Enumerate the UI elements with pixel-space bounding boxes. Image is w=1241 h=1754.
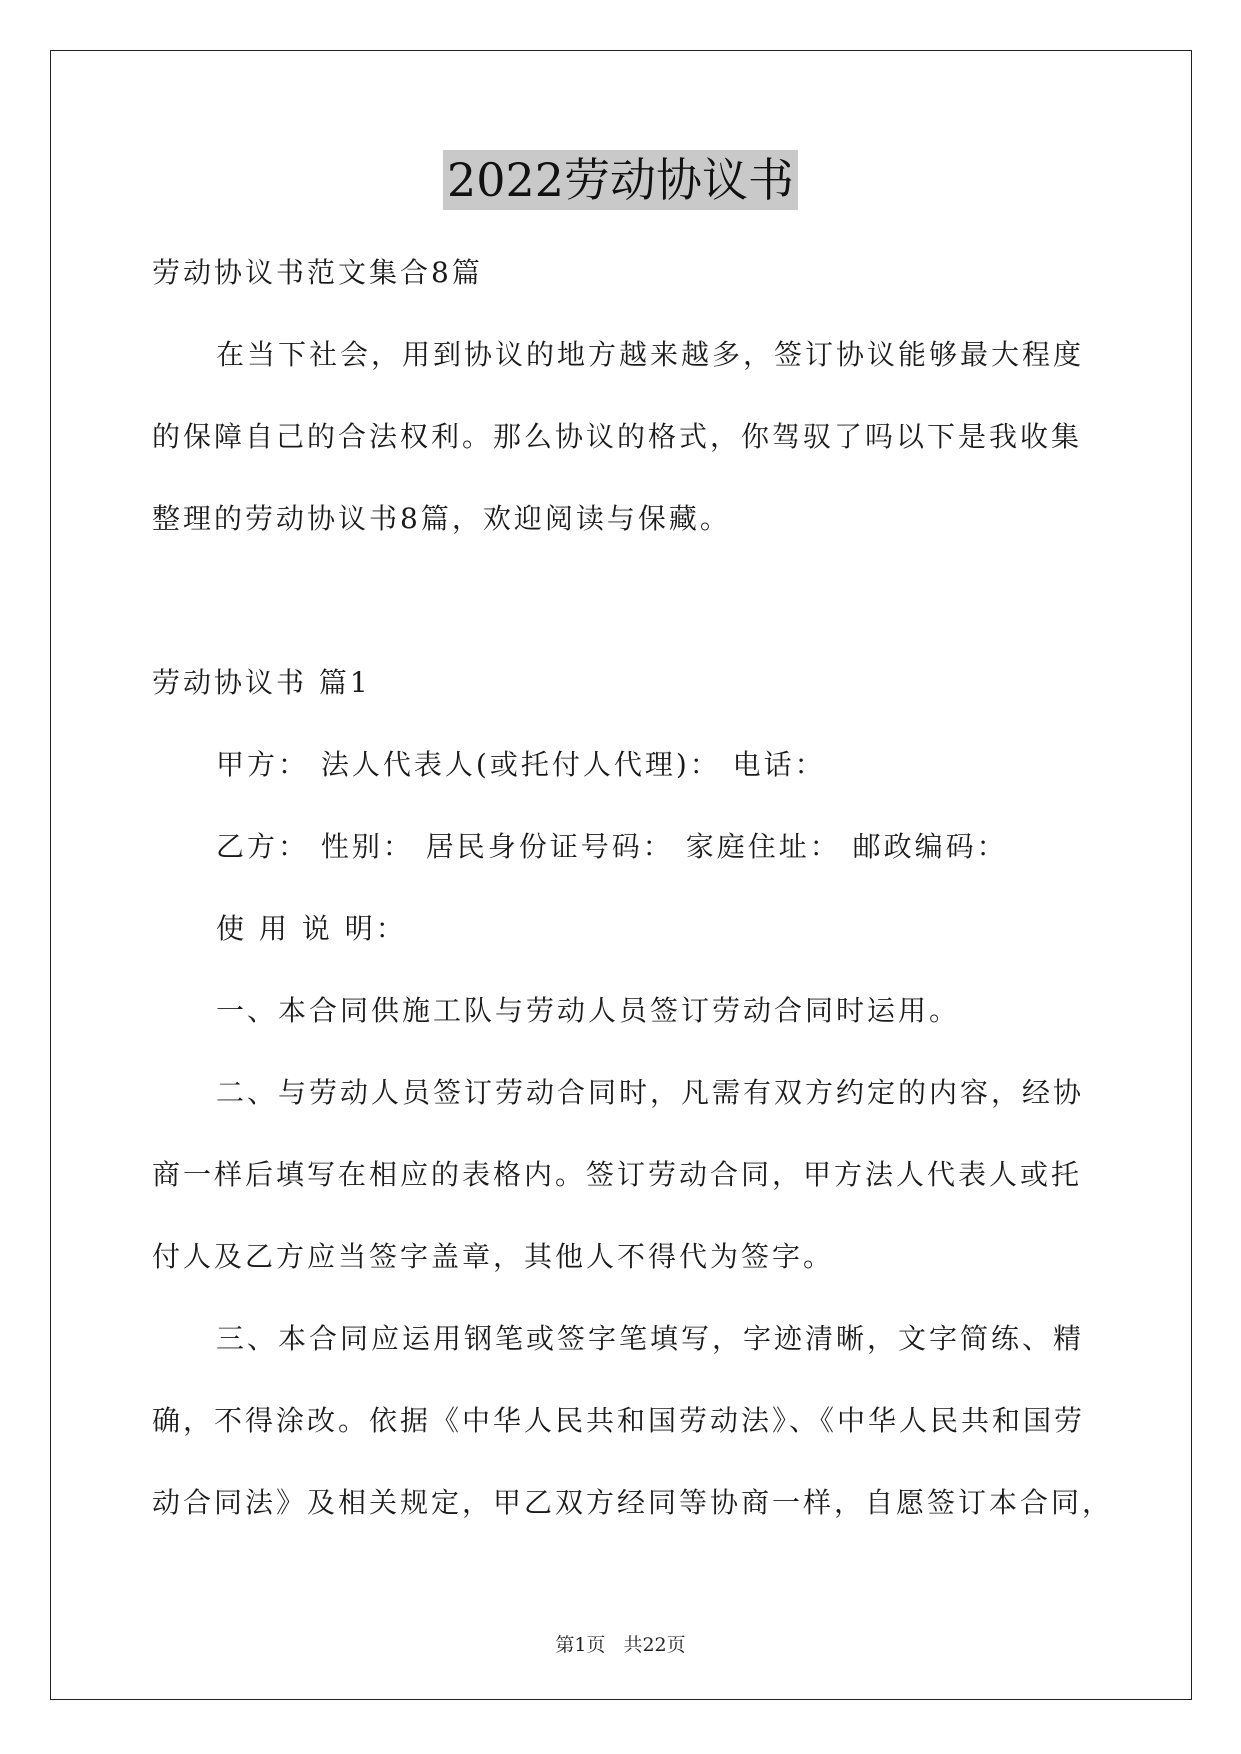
text-line: 在当下社会，用到协议的地方越来越多，签订协议能够最大程度 <box>216 338 1085 371</box>
text-line: 劳动协议书范文集合8篇 <box>152 256 483 289</box>
text-line: 付人及乙方应当签字盖章，其他人不得代为签字。 <box>152 1240 835 1273</box>
text-line: 劳动协议书 篇1 <box>152 666 371 699</box>
text-line: 甲方： 法人代表人(或托付人代理)： 电话： <box>216 748 826 781</box>
text-line: 一、本合同供施工队与劳动人员签订劳动合同时运用。 <box>216 994 961 1027</box>
blank-line <box>152 560 1097 642</box>
text-line: 整理的劳动协议书8篇，欢迎阅读与保藏。 <box>152 502 731 535</box>
text-line: 确，不得涂改。依据《中华人民共和国劳动法》、《中华人民共和国劳 <box>152 1404 1086 1437</box>
page-total: 共22页 <box>623 1634 686 1656</box>
document-body <box>152 232 1114 1544</box>
text-line: 二、与劳动人员签订劳动合同时，凡需有双方约定的内容，经协 <box>216 1076 1085 1109</box>
text-line: 动合同法》及相关规定，甲乙双方经同等协商一样，自愿签订本合同， <box>152 1486 1114 1519</box>
page-number: 第1页 <box>555 1634 606 1656</box>
text-line: 乙方： 性别： 居民身份证号码： 家庭住址： 邮政编码： <box>216 830 1008 863</box>
page-footer <box>0 1630 1241 1657</box>
text-line: 的保障自己的合法权利。那么协议的格式，你驾驭了吗以下是我收集 <box>152 420 1083 453</box>
text-line: 商一样后填写在相应的表格内。签订劳动合同，甲方法人代表人或托 <box>152 1158 1083 1191</box>
document-title: 2022劳动协议书 <box>443 150 798 210</box>
title-container <box>0 150 1241 210</box>
text-line: 三、本合同应运用钢笔或签字笔填写，字迹清晰，文字简练、精 <box>216 1322 1085 1355</box>
text-line: 使 用 说 明： <box>216 912 407 945</box>
